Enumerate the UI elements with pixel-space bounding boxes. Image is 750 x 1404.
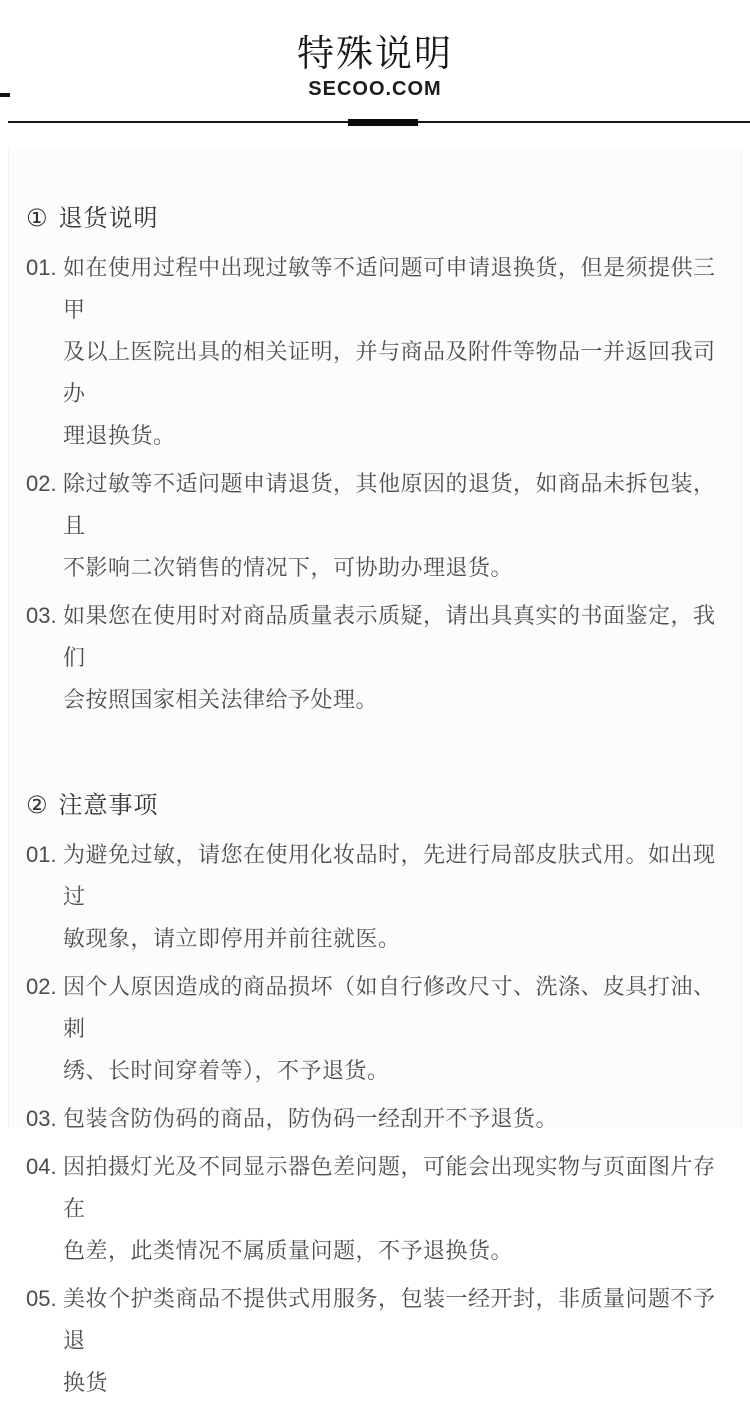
item-number: 02. [26,471,57,496]
divider-accent-bar [348,119,418,126]
section-marker: ① [26,205,49,232]
item-text: 包装含防伪码的商品，防伪码一经刮开不予退货。 [63,1106,559,1131]
item-text: 除过敏等不适问题申请退货，其他原因的退货，如商品未拆包装，且 不影响二次销售的情况下，可协助办理退货。 [63,471,716,580]
list-item [26,834,735,960]
item-text: 因个人原因造成的商品损坏（如自行修改尺寸、洗涤、皮具打油、刺 绣、长时间穿着等），不予退货。 [63,974,716,1083]
list-item [26,1098,735,1140]
item-number: 03. [26,603,57,628]
item-text: 因拍摄灯光及不同显示器色差问题，可能会出现实物与页面图片存在 色差，此类情况不属质量问题，不予退换货。 [63,1154,716,1263]
item-number: 01. [26,842,57,867]
item-text: 如果您在使用时对商品质量表示质疑，请出具真实的书面鉴定，我们 会按照国家相关法律给予处理。 [63,603,716,712]
list-item [26,595,735,721]
section-label: 退货说明 [58,205,159,232]
brand-subtitle: SECOO.COM [308,78,442,100]
item-number: 04. [26,1154,57,1179]
section-marker: ② [26,792,49,819]
left-edge-dash [0,93,10,97]
item-number: 01. [26,255,57,280]
item-text: 美妆个护类商品不提供式用服务，包装一经开封，非质量问题不予退 换货 [63,1286,716,1395]
section-label: 注意事项 [58,792,159,819]
section-return-policy [26,205,735,721]
list-item [26,247,735,457]
page-header [0,0,750,101]
item-text: 如在使用过程中出现过敏等不适问题可申请退换货，但是须提供三甲 及以上医院出具的相关证明，并与商品及附件等物品一并返回我司办 理退换货。 [63,255,716,448]
item-number: 05. [26,1286,57,1311]
page-title: 特殊说明 [297,33,453,74]
section-heading [26,792,735,820]
section-precautions [26,792,735,1404]
item-text: 为避免过敏，请您在使用化妆品时，先进行局部皮肤式用。如出现过 敏现象，请立即停用并前往就医。 [63,842,716,951]
item-number: 03. [26,1106,57,1131]
item-number: 02. [26,974,57,999]
list-item [26,1278,735,1404]
content-card [8,148,742,1395]
list-item [26,966,735,1092]
list-item [26,1146,735,1272]
list-item [26,463,735,589]
section-heading [26,205,735,233]
